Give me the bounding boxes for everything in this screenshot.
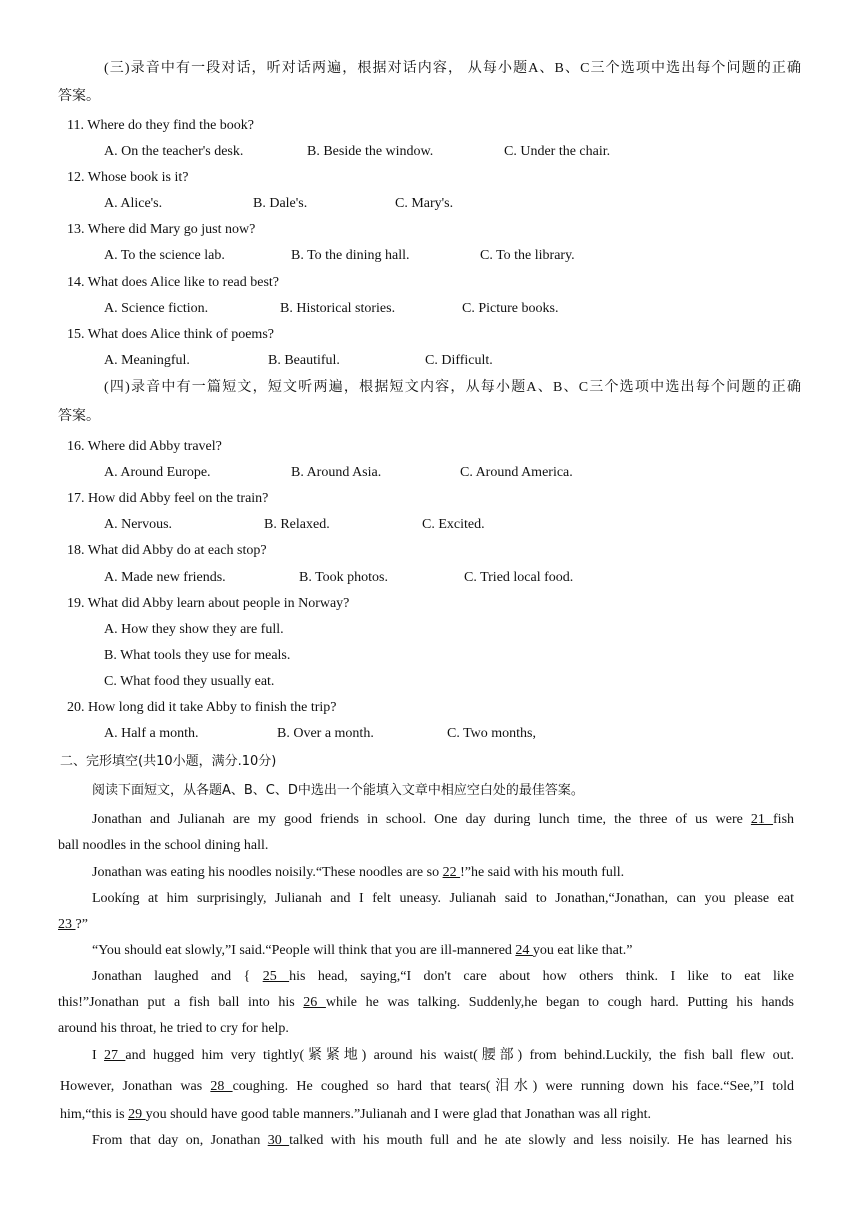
blank-24: 24 xyxy=(515,943,533,958)
passage-line-12: him,“this is 29 you should have good table manners.”Julianah and I were glad that Jonathan was all right. xyxy=(60,1107,651,1122)
passage-line-6: “You should eat slowly,”I said.“People will think that you are ill-mannered 24 you eat like that.” xyxy=(92,943,633,958)
q19-option-b: B. What tools they use for meals. xyxy=(104,648,291,663)
passage-line-2: ball noodles in the school dining hall. xyxy=(58,838,269,853)
q18-option-c: C. Tried local food. xyxy=(464,570,574,585)
q17-option-a: A. Nervous. xyxy=(104,517,173,532)
passage-line-4: Lookíng at him surprisingly, Julianah and I felt uneasy. Julianah said to Jonathan,“Jonathan, can you please eat xyxy=(92,891,794,906)
question-16: 16. Where did Abby travel? xyxy=(67,439,222,454)
q14-option-c: C. Picture books. xyxy=(462,301,559,316)
q13-option-a: A. To the science lab. xyxy=(104,248,225,263)
blank-23: 23 xyxy=(58,917,76,932)
blank-21: 21 xyxy=(750,812,774,827)
q15-option-a: A. Meaningful. xyxy=(104,353,190,368)
q12-option-a: A. Alice's. xyxy=(104,196,163,211)
q13-option-b: B. To the dining hall. xyxy=(291,248,410,263)
question-12: 12. Whose book is it? xyxy=(67,170,189,185)
section4-instruction-line1: (四)录音中有一篇短文，短文听两遍，根据短文内容，从每小题A、B、C三个选项中选出每个问题的正确 xyxy=(104,380,801,395)
q14-option-a: A. Science fiction. xyxy=(104,301,209,316)
q20-option-c: C. Two months, xyxy=(447,726,536,741)
q11-option-b: B. Beside the window. xyxy=(307,144,434,159)
q16-option-b: B. Around Asia. xyxy=(291,465,382,480)
part2-instruction: 阅读下面短文，从各题A、B、C、D中选出一个能填入文章中相应空白处的最佳答案。 xyxy=(92,783,584,798)
section4-instruction-line2: 答案。 xyxy=(58,409,100,424)
q20-option-a: A. Half a month. xyxy=(104,726,199,741)
q19-option-a: A. How they show they are full. xyxy=(104,622,284,637)
passage-line-13: From that day on, Jonathan 30 talked with his mouth full and he ate slowly and less noisily. He has learned his xyxy=(92,1133,793,1148)
q11-option-c: C. Under the chair. xyxy=(504,144,611,159)
q17-option-b: B. Relaxed. xyxy=(264,517,330,532)
q17-option-c: C. Excited. xyxy=(422,517,485,532)
q15-option-b: B. Beautiful. xyxy=(268,353,340,368)
q16-option-a: A. Around Europe. xyxy=(104,465,211,480)
q11-option-a: A. On the teacher's desk. xyxy=(104,144,244,159)
passage-line-5: 23 ?” xyxy=(58,917,88,932)
q18-option-a: A. Made new friends. xyxy=(104,570,226,585)
passage-line-1: Jonathan and Julianah are my good friends in school. One day during lunch time, the three of us were 21 fish xyxy=(92,812,795,827)
part2-heading: 二、完形填空(共10小题，满分.10分) xyxy=(60,754,277,769)
passage-line-11: However, Jonathan was 28 coughing. He coughed so hard that tears(泪水) were running down his face.“See,”I told xyxy=(60,1079,795,1094)
q15-option-c: C. Difficult. xyxy=(425,353,493,368)
blank-22: 22 xyxy=(442,865,461,880)
q20-option-b: B. Over a month. xyxy=(277,726,374,741)
question-19: 19. What did Abby learn about people in Norway? xyxy=(67,596,350,611)
blank-26: 26 xyxy=(303,995,326,1010)
q12-option-b: B. Dale's. xyxy=(253,196,308,211)
passage-line-9: around his throat, he tried to cry for help. xyxy=(58,1021,289,1036)
q14-option-b: B. Historical stories. xyxy=(280,301,396,316)
question-14: 14. What does Alice like to read best? xyxy=(67,275,280,290)
passage-line-8: this!”Jonathan put a fish ball into his 26 while he was talking. Suddenly,he began to cough hard. Putting his hands xyxy=(58,995,795,1010)
passage-line-7: Jonathan laughed and { 25 his head, saying,“I don't care about how others think. I like to eat like xyxy=(92,969,794,984)
q13-option-c: C. To the library. xyxy=(480,248,575,263)
q16-option-c: C. Around America. xyxy=(460,465,573,480)
question-11: 11. Where do they find the book? xyxy=(67,118,255,133)
q19-option-c: C. What food they usually eat. xyxy=(104,674,275,689)
question-15: 15. What does Alice think of poems? xyxy=(67,327,274,342)
blank-27: 27 xyxy=(104,1048,126,1063)
q18-option-b: B. Took photos. xyxy=(299,570,388,585)
passage-line-10: I 27 and hugged him very tightly(紧紧地) around his waist(腰部) from behind.Luckily, the fish ball flew out. xyxy=(92,1048,794,1063)
blank-28: 28 xyxy=(210,1079,233,1094)
question-20: 20. How long did it take Abby to finish the trip? xyxy=(67,700,337,715)
question-13: 13. Where did Mary go just now? xyxy=(67,222,256,237)
passage-line-3: Jonathan was eating his noodles noisily.“These noodles are so 22 !”he said with his mouth full. xyxy=(92,865,625,880)
section3-instruction-line1: (三)录音中有一段对话，听对话两遍，根据对话内容， 从每小题A、B、C三个选项中选出每个问题的正确 xyxy=(104,61,801,76)
section3-instruction-line2: 答案。 xyxy=(58,89,100,104)
blank-29: 29 xyxy=(128,1107,146,1122)
question-18: 18. What did Abby do at each stop? xyxy=(67,543,267,558)
blank-30: 30 xyxy=(267,1133,290,1148)
blank-25: 25 xyxy=(262,969,290,984)
q12-option-c: C. Mary's. xyxy=(395,196,454,211)
question-17: 17. How did Abby feel on the train? xyxy=(67,491,269,506)
